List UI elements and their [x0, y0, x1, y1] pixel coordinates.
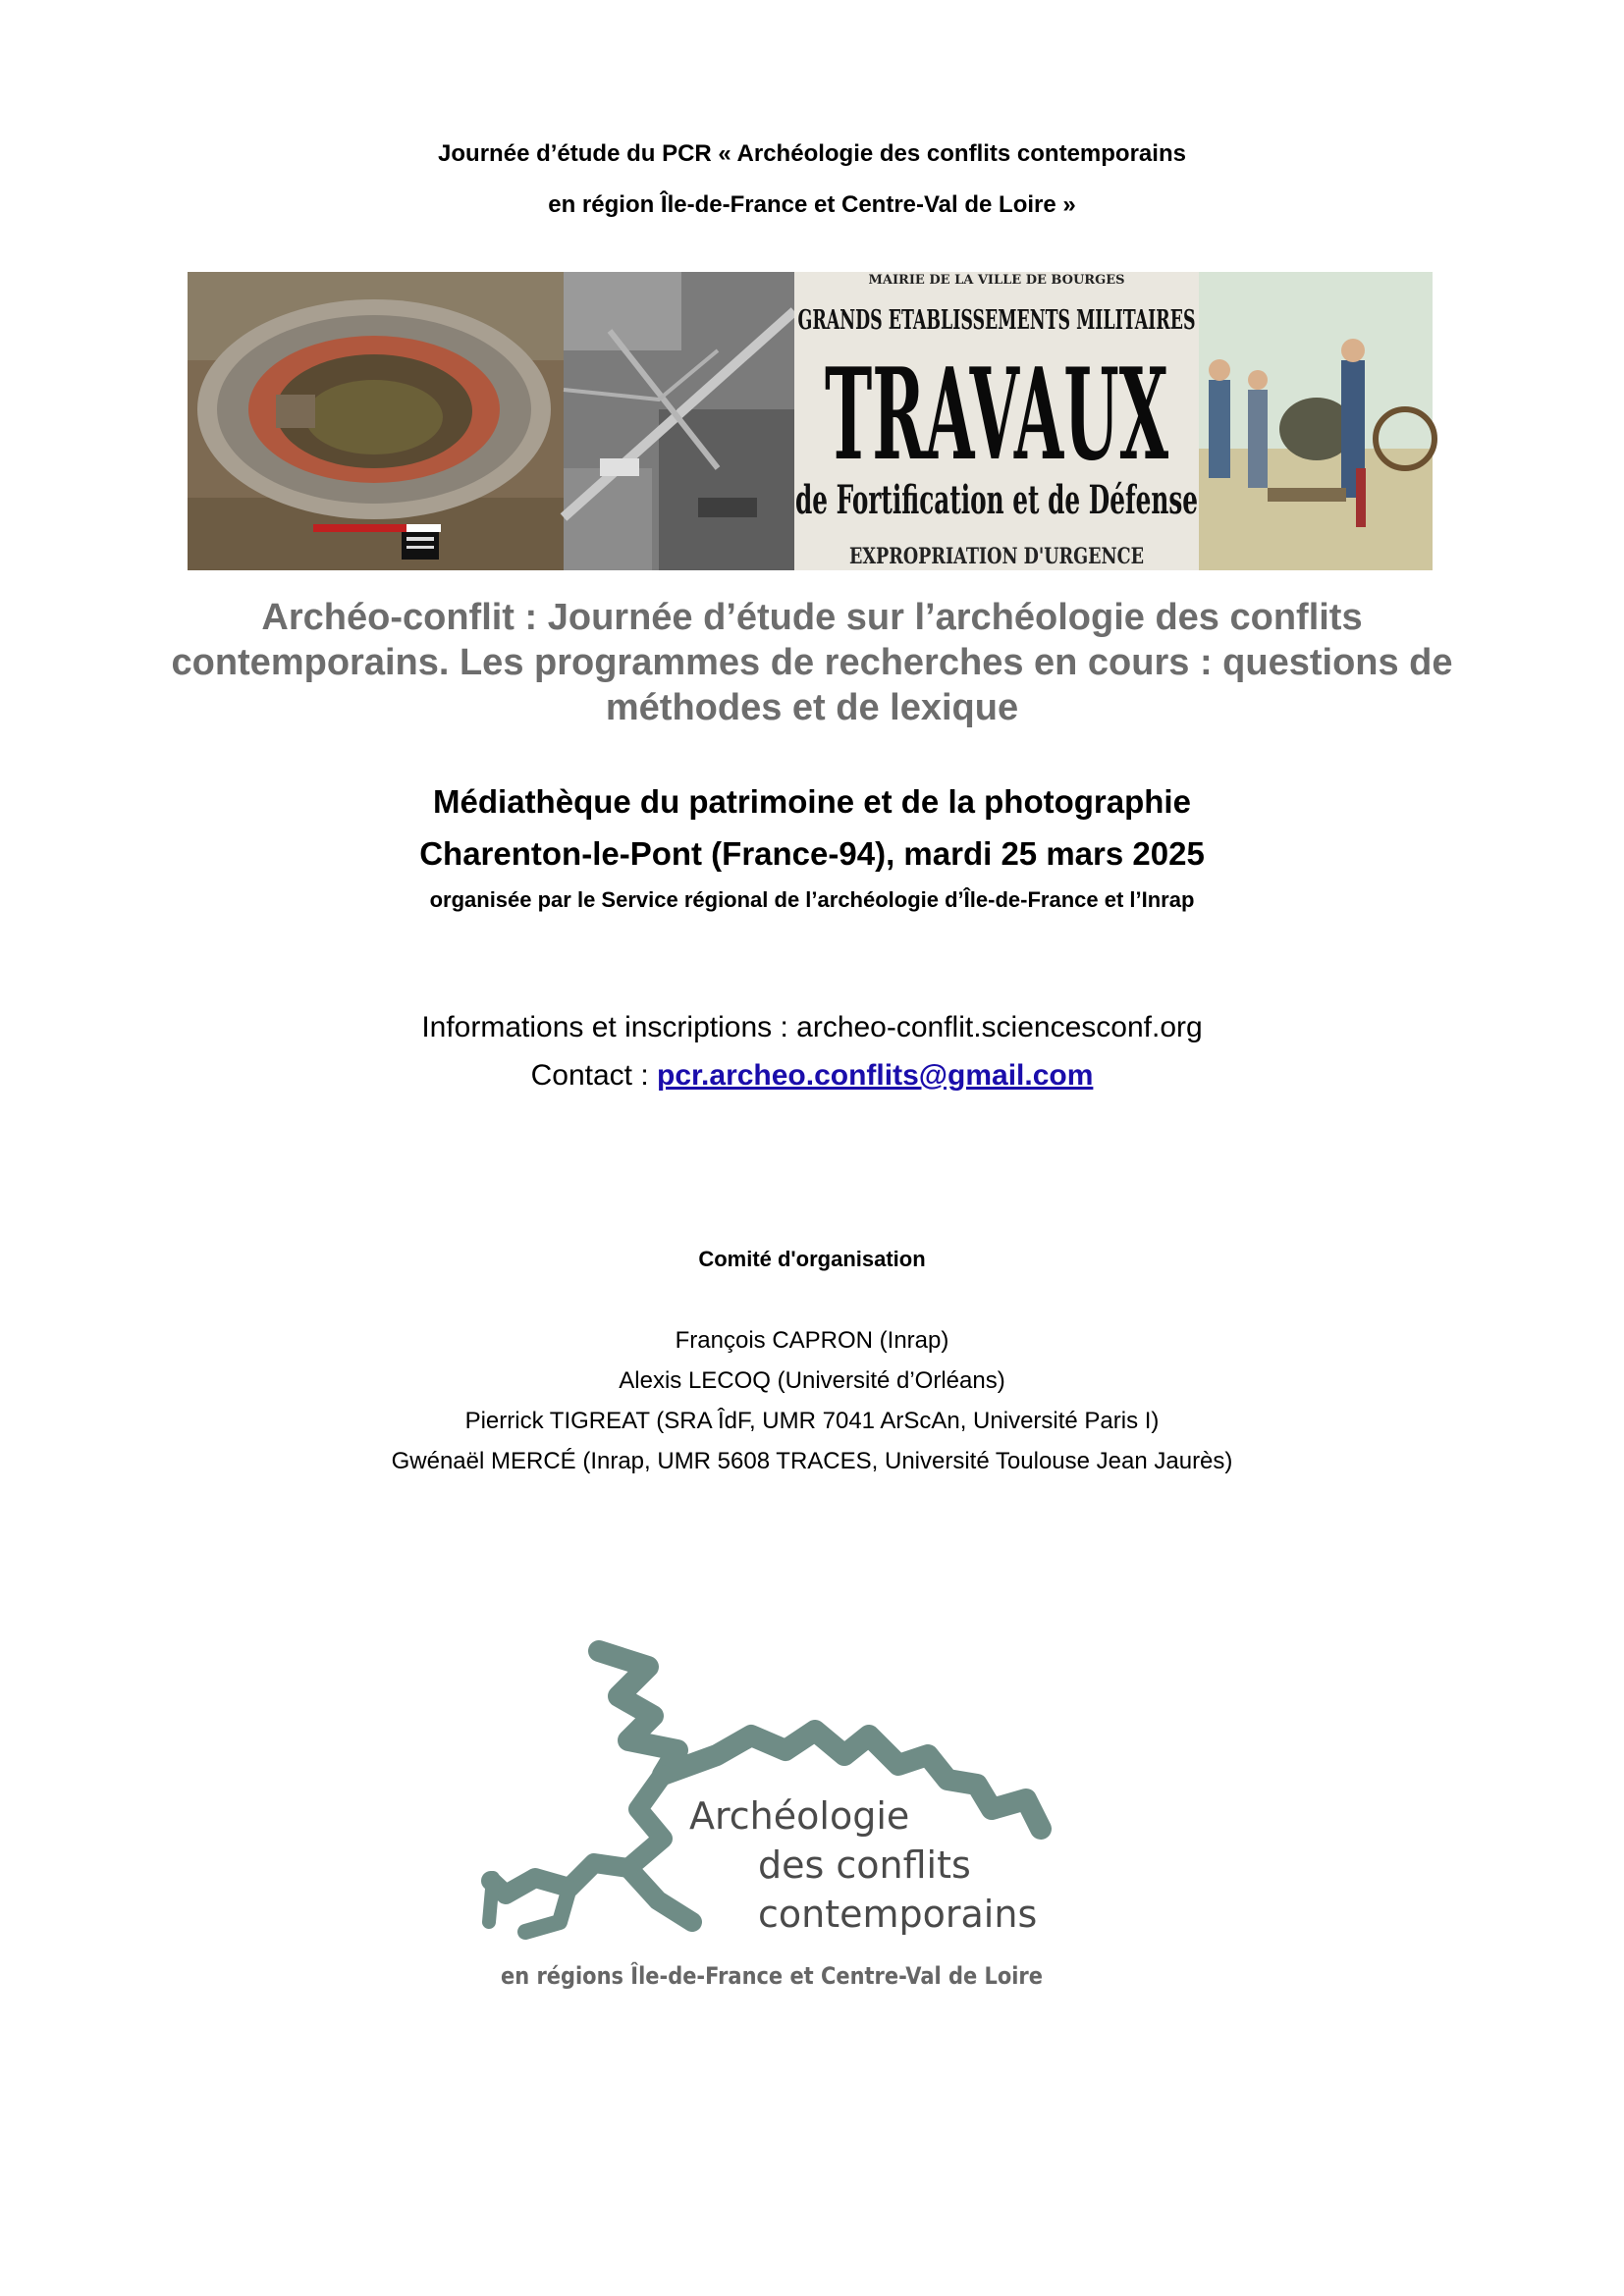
- committee-member: Pierrick TIGREAT (SRA ÎdF, UMR 7041 ArScAn, Université Paris I): [464, 1408, 1160, 1434]
- pcr-logo: [481, 1637, 1121, 2010]
- logo-line-1: Archéologie: [689, 1794, 910, 1838]
- poster-line-4: de Fortification et de Défense: [795, 477, 1198, 523]
- contact-line: [0, 1059, 1624, 1093]
- logo-line-3: contemporains: [758, 1893, 1038, 1936]
- committee-title: Comité d'organisation: [698, 1247, 926, 1271]
- venue-name: Médiathèque du patrimoine et de la photographie: [433, 783, 1191, 820]
- organiser-line: organisée par le Service régional de l’archéologie d’Île-de-France et l’Inrap: [429, 887, 1195, 912]
- logo-subtitle: en régions Île-de-France et Centre-Val de Loire: [501, 1962, 1121, 1990]
- contact-email-link[interactable]: pcr.archeo.conflits@gmail.com: [657, 1059, 1094, 1092]
- header-line-1: Journée d’étude du PCR « Archéologie des conflits contemporains: [438, 140, 1186, 167]
- main-title: Archéo-conflit : Journée d’étude sur l’archéologie des conflits contemporains. Les programmes de recherches en cours : questions de méthodes et de lexique: [171, 597, 1453, 728]
- header-line-2: en région Île-de-France et Centre-Val de Loire »: [548, 191, 1076, 218]
- info-registration: Informations et inscriptions : archeo-conflit.sciencesconf.org: [421, 1011, 1203, 1043]
- poster-line-1: MAIRIE DE LA VILLE DE BOURGES: [868, 273, 1125, 288]
- logo-line-2: des conflits: [758, 1843, 971, 1887]
- aerial-photo: [564, 272, 794, 570]
- soldiers-illustration: [1199, 272, 1435, 570]
- poster-line-5: EXPROPRIATION D'URGENCE: [849, 544, 1144, 569]
- poster-line-2: GRANDS ETABLISSEMENTS MILITAIRES: [797, 305, 1196, 336]
- poster-image: [794, 272, 1199, 570]
- poster-line-3: TRAVAUX: [825, 342, 1169, 489]
- contact-label: Contact :: [530, 1059, 658, 1092]
- logo-trench-shape: [489, 1651, 1041, 1932]
- committee-member: François CAPRON (Inrap): [675, 1327, 949, 1354]
- banner-image: [188, 272, 1433, 570]
- excavation-photo: [188, 272, 564, 570]
- venue-date-location: Charenton-le-Pont (France-94), mardi 25 mars 2025: [419, 835, 1205, 872]
- committee-member: Gwénaël MERCÉ (Inrap, UMR 5608 TRACES, Université Toulouse Jean Jaurès): [391, 1448, 1233, 1474]
- committee-member: Alexis LECOQ (Université d’Orléans): [619, 1367, 1005, 1394]
